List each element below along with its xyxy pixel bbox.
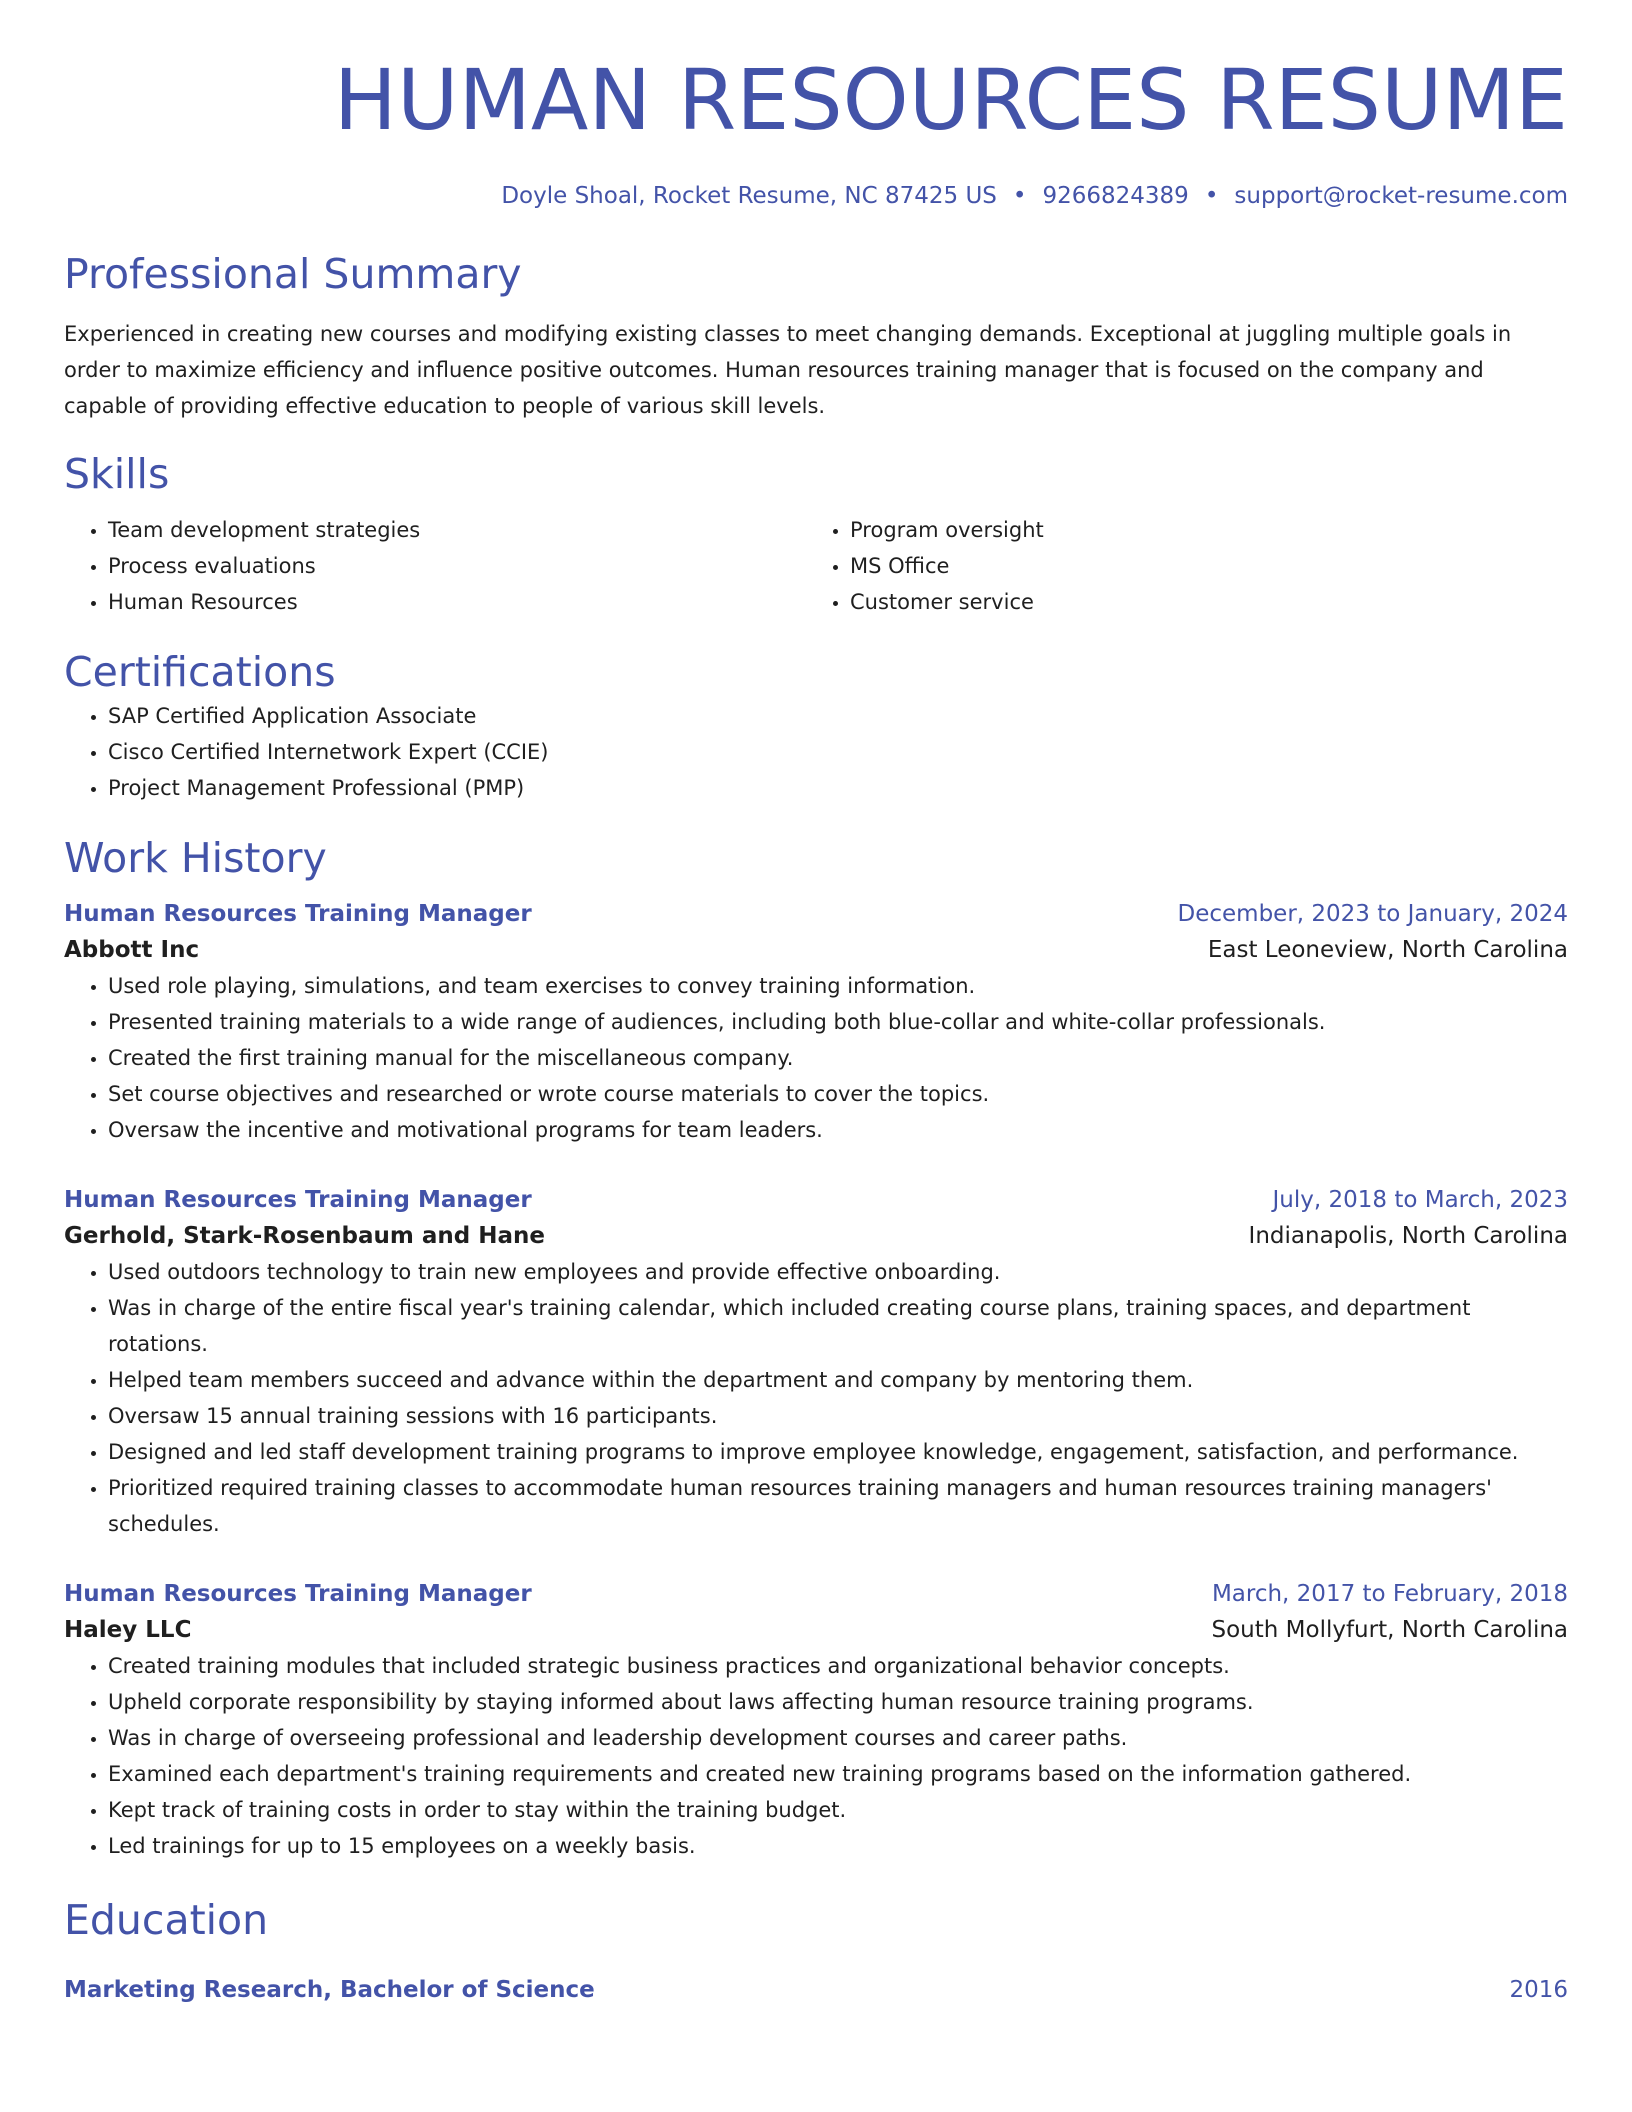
job-entry [64,896,1568,1148]
job-duty: • Presented training materials to a wide range of audiences, including both blue-collar and white-collar professionals. [108,1004,1568,1040]
education-degree: Marketing Research, Bachelor of Science [64,1977,595,2003]
job-location: East Leoneview, North Carolina [1207,937,1568,963]
education-year: 2016 [1509,1977,1568,2003]
job-duty: • Examined each department's training requirements and created new training programs based on the information gathered. [108,1756,1568,1792]
job-header-row [64,896,1568,932]
job-dates: December, 2023 to January, 2024 [1177,901,1568,927]
resume-title: HUMAN RESOURCES RESUME [333,51,1568,149]
skills-column-right [806,512,1548,620]
job-company-row [64,1218,1568,1254]
job-company: Gerhold, Stark-Rosenbaum and Hane [64,1223,545,1249]
contact-separator: • [1204,183,1219,209]
job-title: Human Resources Training Manager [64,1581,532,1607]
contact-address: Doyle Shoal, Rocket Resume, NC 87425 US [501,183,997,209]
job-duty: • Used role playing, simulations, and team exercises to convey training information. [108,968,1568,1004]
job-duty: • Was in charge of the entire fiscal year's training calendar, which included creating course plans, training spaces, and department rotations. [108,1290,1568,1362]
contact-separator: • [1012,183,1027,209]
section-heading-summary: Professional Summary [64,250,522,298]
skill-item: • Team development strategies [108,512,806,548]
contact-line [64,180,1568,212]
skill-item: • Human Resources [108,584,806,620]
job-duty: • Designed and led staff development training programs to improve employee knowledge, engagement, satisfaction, and performance. [108,1434,1568,1470]
job-duties-list [64,1254,1568,1542]
job-entry [64,1576,1568,1864]
certification-item: • Project Management Professional (PMP) [108,770,1568,806]
job-entry [64,1182,1568,1542]
job-location: South Mollyfurt, North Carolina [1211,1617,1568,1643]
job-duty: • Used outdoors technology to train new employees and provide effective onboarding. [108,1254,1568,1290]
job-duty: • Led trainings for up to 15 employees on a weekly basis. [108,1828,1568,1864]
job-duty: • Helped team members succeed and advance within the department and company by mentoring them. [108,1362,1568,1398]
job-duty: • Set course objectives and researched or wrote course materials to cover the topics. [108,1076,1568,1112]
job-dates: July, 2018 to March, 2023 [1272,1187,1568,1213]
job-duty: • Kept track of training costs in order to stay within the training budget. [108,1792,1568,1828]
job-title: Human Resources Training Manager [64,1187,532,1213]
job-company-row [64,1612,1568,1648]
job-company: Haley LLC [64,1617,192,1643]
job-header-row [64,1182,1568,1218]
certification-item: • Cisco Certified Internetwork Expert (CCIE) [108,734,1568,770]
job-duty: • Created the first training manual for the miscellaneous company. [108,1040,1568,1076]
contact-phone: 9266824389 [1042,183,1189,209]
job-dates: March, 2017 to February, 2018 [1211,1581,1568,1607]
skill-item: • Program oversight [850,512,1548,548]
certification-item: • SAP Certified Application Associate [108,698,1568,734]
job-location: Indianapolis, North Carolina [1248,1223,1568,1249]
contact-email: support@rocket-resume.com [1234,183,1568,209]
skill-item: • Process evaluations [108,548,806,584]
skills-grid [64,512,1568,620]
summary-text: Experienced in creating new courses and modifying existing classes to meet changing demands. Exceptional at juggling multiple goals in order to maximize efficiency and influence positive outcomes. Human resources training manager that is focused on the company and capable of providing effective education to people of various skill levels. [64,322,1512,418]
section-heading-education: Education [64,1896,269,1944]
job-header-row [64,1576,1568,1612]
job-duty: • Created training modules that included strategic business practices and organizational behavior concepts. [108,1648,1568,1684]
job-duty: • Oversaw 15 annual training sessions with 16 participants. [108,1398,1568,1434]
job-company-row [64,932,1568,968]
job-duties-list [64,1648,1568,1864]
job-duty: • Oversaw the incentive and motivational programs for team leaders. [108,1112,1568,1148]
certifications-list [64,698,1568,806]
section-heading-work-history: Work History [64,834,327,882]
skills-list-right [806,512,1548,620]
skill-item: • Customer service [850,584,1548,620]
education-entry [64,1972,1568,2008]
skills-column-left [64,512,806,620]
job-duty: • Was in charge of overseeing professional and leadership development courses and career paths. [108,1720,1568,1756]
job-duty: • Prioritized required training classes to accommodate human resources training managers and human resources training managers' schedules. [108,1470,1568,1542]
job-duty: • Upheld corporate responsibility by staying informed about laws affecting human resource training programs. [108,1684,1568,1720]
skill-item: • MS Office [850,548,1548,584]
section-heading-certifications: Certifications [64,648,336,696]
skills-list-left [64,512,806,620]
section-heading-skills: Skills [64,450,170,498]
job-title: Human Resources Training Manager [64,901,532,927]
job-company: Abbott Inc [64,937,200,963]
job-duties-list [64,968,1568,1148]
